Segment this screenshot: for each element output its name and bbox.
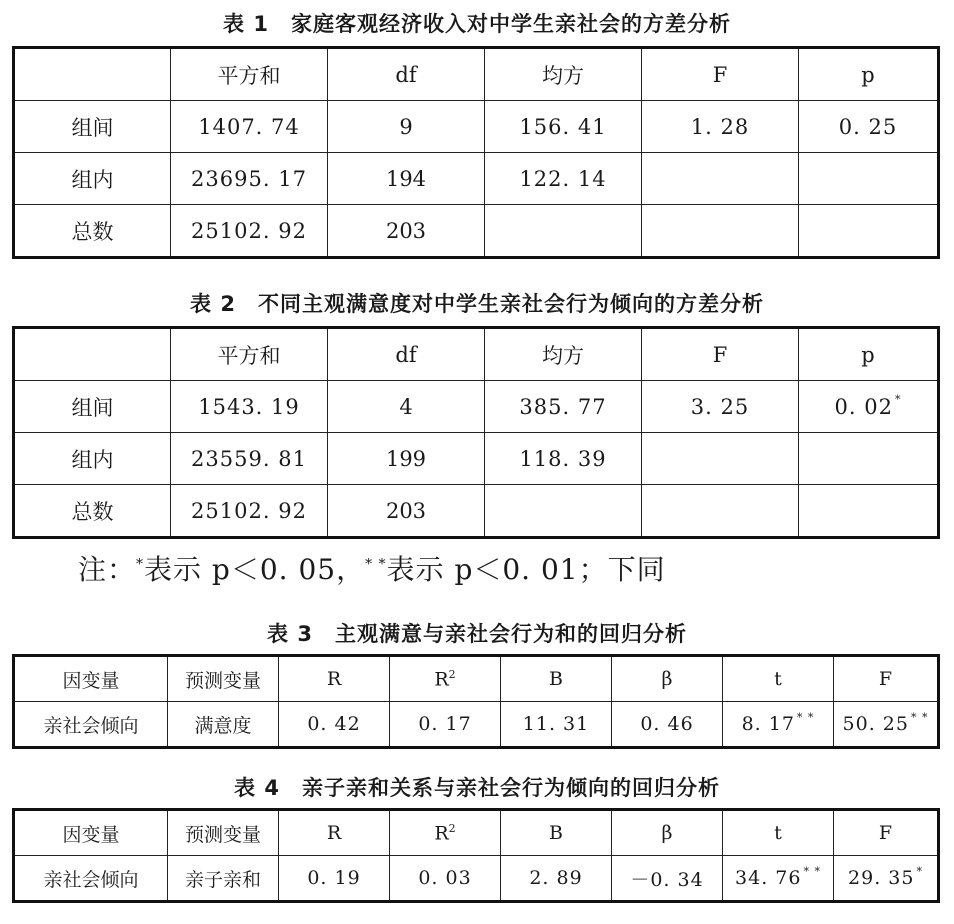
cell-dv: 亲社会倾向 [14, 856, 168, 902]
header-cell [14, 48, 171, 101]
header-p: p [799, 48, 939, 101]
t-value: 8. 17 [741, 713, 795, 735]
cell-ms: 385. 77 [485, 381, 642, 433]
note-star-single: * [136, 556, 145, 573]
cell-ms: 118. 39 [485, 433, 642, 485]
header-ms: 均方 [485, 48, 642, 101]
table-row [14, 381, 939, 433]
cell-ss: 23559. 81 [171, 433, 328, 485]
table-row [14, 101, 939, 153]
header-f: F [834, 656, 939, 702]
table-row [14, 856, 939, 902]
table1 [12, 46, 940, 259]
significance-star: * * [796, 711, 815, 724]
cell-f [642, 153, 799, 205]
table-row [14, 205, 939, 258]
header-f: F [834, 810, 939, 856]
cell-ss: 25102. 92 [171, 205, 328, 258]
cell-r2: 0. 17 [390, 702, 501, 748]
cell-f [834, 856, 939, 902]
f-value: 50. 25 [842, 713, 909, 735]
cell-df: 194 [328, 153, 485, 205]
cell-df: 4 [328, 381, 485, 433]
cell-b: 11. 31 [501, 702, 612, 748]
cell-dv: 亲社会倾向 [14, 702, 168, 748]
cell-df: 203 [328, 205, 485, 258]
cell-p [799, 205, 939, 258]
header-b: B [501, 810, 612, 856]
header-dv: 因变量 [14, 656, 168, 702]
significance-star: * * [803, 865, 821, 878]
cell-ms [485, 485, 642, 538]
note-star-double: * * [365, 556, 387, 573]
row-label: 组内 [14, 433, 171, 485]
cell-ss: 1543. 19 [171, 381, 328, 433]
cell-f: 3. 25 [642, 381, 799, 433]
cell-ms: 156. 41 [485, 101, 642, 153]
table3-header-row [14, 656, 939, 702]
header-f: F [642, 328, 799, 381]
table4-header-row [14, 810, 939, 856]
cell-p [799, 381, 939, 433]
header-t: t [723, 810, 834, 856]
cell-ss: 23695. 17 [171, 153, 328, 205]
header-df: df [328, 328, 485, 381]
footnote [78, 548, 666, 588]
cell-p [799, 153, 939, 205]
cell-df: 199 [328, 433, 485, 485]
table1-title: 表 1 家庭客观经济收入对中学生亲社会的方差分析 [223, 12, 731, 36]
cell-ms: 122. 14 [485, 153, 642, 205]
cell-p: 0. 25 [799, 101, 939, 153]
cell-t [723, 702, 834, 748]
p-value: 0. 02 [834, 394, 893, 419]
r2-base: R [434, 668, 449, 691]
t-value: 34. 76 [735, 867, 802, 889]
table-row [14, 153, 939, 205]
cell-ss: 25102. 92 [171, 485, 328, 538]
cell-f: 1. 28 [642, 101, 799, 153]
significance-star: * * [910, 711, 929, 724]
header-f: F [642, 48, 799, 101]
header-r2 [390, 656, 501, 702]
cell-r: 0. 19 [279, 856, 390, 902]
r2-exponent: 2 [448, 821, 456, 835]
cell-t [723, 856, 834, 902]
note-prefix: 注： [78, 553, 137, 586]
table2-header-row [14, 328, 939, 381]
header-p: p [799, 328, 939, 381]
f-value: 29. 35 [848, 867, 915, 889]
cell-pv: 满意度 [168, 702, 279, 748]
row-label: 组间 [14, 101, 171, 153]
table-row [14, 485, 939, 538]
table3 [12, 654, 940, 749]
header-r2 [390, 810, 501, 856]
cell-pv: 亲子亲和 [168, 856, 279, 902]
header-ms: 均方 [485, 328, 642, 381]
header-dv: 因变量 [14, 810, 168, 856]
header-b: B [501, 656, 612, 702]
table-row [14, 433, 939, 485]
header-beta: β [612, 810, 723, 856]
row-label: 组内 [14, 153, 171, 205]
row-label: 总数 [14, 485, 171, 538]
note-text-1: 表示 p＜0. 05， [144, 553, 366, 586]
cell-p [799, 485, 939, 538]
significance-star: * [916, 865, 923, 878]
cell-beta: －0. 34 [612, 856, 723, 902]
cell-p [799, 433, 939, 485]
table3-title: 表 3 主观满意与亲社会行为和的回归分析 [267, 622, 687, 646]
header-cell [14, 328, 171, 381]
header-ss: 平方和 [171, 48, 328, 101]
table4-title: 表 4 亲子亲和关系与亲社会行为倾向的回归分析 [234, 776, 720, 800]
header-r: R [279, 810, 390, 856]
significance-star: * [894, 392, 902, 406]
table4 [12, 808, 940, 903]
header-r: R [279, 656, 390, 702]
header-t: t [723, 656, 834, 702]
cell-df: 203 [328, 485, 485, 538]
header-pv: 预测变量 [168, 810, 279, 856]
table2 [12, 326, 940, 539]
cell-f [642, 433, 799, 485]
cell-ms [485, 205, 642, 258]
row-label: 总数 [14, 205, 171, 258]
cell-ss: 1407. 74 [171, 101, 328, 153]
header-ss: 平方和 [171, 328, 328, 381]
r2-base: R [434, 822, 449, 845]
cell-r: 0. 42 [279, 702, 390, 748]
cell-df: 9 [328, 101, 485, 153]
table1-header-row [14, 48, 939, 101]
cell-b: 2. 89 [501, 856, 612, 902]
row-label: 组间 [14, 381, 171, 433]
cell-r2: 0. 03 [390, 856, 501, 902]
note-text-2: 表示 p＜0. 01；下同 [386, 553, 666, 586]
cell-f [642, 485, 799, 538]
table2-title: 表 2 不同主观满意度对中学生亲社会行为倾向的方差分析 [190, 292, 764, 316]
cell-f [642, 205, 799, 258]
table-row [14, 702, 939, 748]
cell-beta: 0. 46 [612, 702, 723, 748]
header-pv: 预测变量 [168, 656, 279, 702]
r2-exponent: 2 [448, 667, 456, 681]
header-df: df [328, 48, 485, 101]
header-beta: β [612, 656, 723, 702]
cell-f [834, 702, 939, 748]
